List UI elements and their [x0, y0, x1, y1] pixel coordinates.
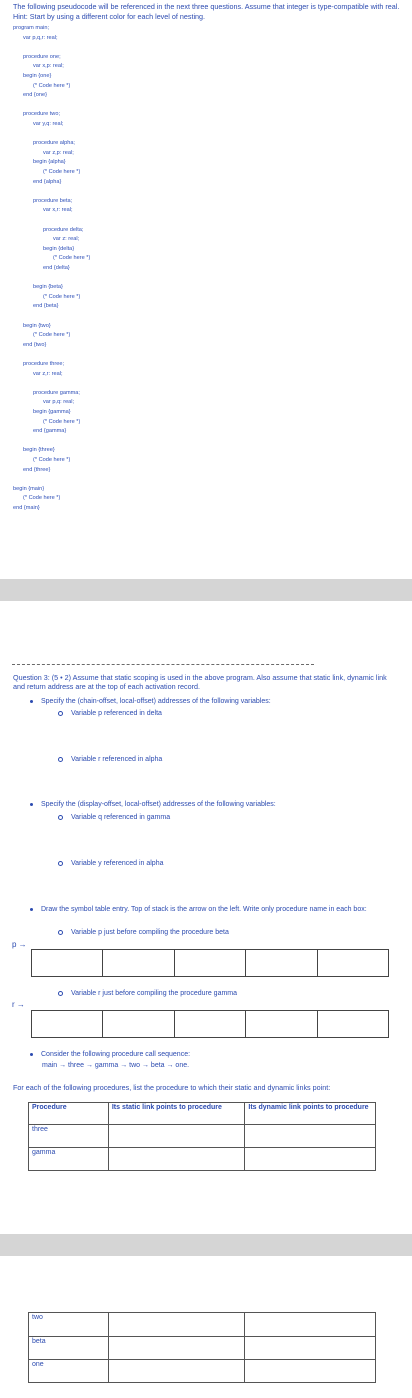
code-line: (* Code here *) [33, 332, 71, 339]
dynamic-link-cell[interactable] [245, 1360, 376, 1383]
code-line: var p,q: real; [43, 399, 75, 406]
code-line: end {delta} [43, 265, 70, 271]
sub-bullet: Variable p just before compiling the procedure beta [58, 928, 229, 937]
bullet-chain-offset: Specify the (chain-offset, local-offset) addresses of the following variables: [30, 697, 390, 706]
code-line: begin {gamma} [33, 409, 71, 415]
code-line: end {beta} [33, 303, 59, 310]
symbol-table-cell[interactable] [103, 950, 174, 976]
code-line: procedure gamma; [33, 389, 80, 396]
static-link-cell[interactable] [108, 1313, 245, 1337]
bullet-icon [30, 1053, 33, 1056]
links-intro: For each of the following procedures, list the procedure to which their static and dynamic links point: [13, 1083, 331, 1092]
table-row [29, 1125, 376, 1148]
symbol-table-row-p [31, 949, 389, 977]
code-line: (* Code here *) [33, 82, 71, 89]
code-line: (* Code here *) [23, 495, 61, 502]
static-link-cell[interactable] [108, 1125, 245, 1148]
table-row [29, 1148, 376, 1171]
symbol-table-cell[interactable] [318, 950, 388, 976]
bullet-icon [30, 803, 33, 806]
table-row [29, 1313, 376, 1337]
circle-bullet-icon [58, 711, 63, 716]
code-line: end {three} [23, 466, 51, 473]
code-line: (* Code here *) [43, 293, 81, 300]
dynamic-link-cell[interactable] [245, 1337, 376, 1360]
symbol-table-row-r [31, 1010, 389, 1038]
table-row [29, 1337, 376, 1360]
code-line: end {main} [13, 505, 40, 511]
code-line: var p,q,r: real; [23, 34, 58, 41]
code-line: begin {one} [23, 73, 52, 79]
procedure-name: beta [29, 1337, 109, 1360]
symbol-table-cell[interactable] [175, 950, 246, 976]
code-line: var z,p: real; [43, 149, 74, 156]
code-line: begin {three} [23, 447, 55, 454]
code-line: begin {beta} [33, 284, 63, 291]
code-line: var y,q: real; [33, 121, 64, 127]
question-label: Question 3: [13, 673, 50, 682]
dynamic-link-cell[interactable] [245, 1313, 376, 1337]
links-table-page1 [28, 1102, 376, 1171]
code-line: begin {alpha} [33, 159, 66, 166]
code-line: begin {two} [23, 322, 51, 329]
intro-paragraph: The following pseudocode will be referenced in the next three questions. Assume that integer is type-compatible with real. Hint: Start by using a different color for each level of nesting. [13, 2, 400, 21]
dynamic-link-cell[interactable] [245, 1148, 376, 1171]
symbol-table-cell[interactable] [32, 950, 103, 976]
code-line: var x,p: real; [33, 63, 64, 70]
circle-bullet-icon [58, 815, 63, 820]
page-break [0, 1234, 412, 1256]
procedure-name: three [29, 1125, 109, 1148]
sub-bullet: Variable q referenced in gamma [58, 813, 170, 822]
dashed-separator [12, 664, 314, 665]
code-line: end {two} [23, 341, 47, 348]
code-line: program main; [13, 25, 50, 31]
code-line: var z: real; [53, 236, 80, 243]
code-line: begin {main} [13, 485, 45, 492]
code-line: procedure two; [23, 111, 61, 118]
header-procedure: Procedure [29, 1103, 109, 1125]
dynamic-link-cell[interactable] [245, 1125, 376, 1148]
links-table-page2 [28, 1312, 376, 1383]
table-row [29, 1360, 376, 1383]
code-line: var z,r: real; [33, 370, 63, 377]
procedure-name: two [29, 1313, 109, 1337]
code-line: (* Code here *) [43, 418, 81, 425]
code-line: (* Code here *) [33, 457, 71, 463]
bullet-icon [30, 908, 33, 911]
code-line: end {one} [23, 92, 47, 99]
symbol-table-cell[interactable] [246, 950, 317, 976]
code-line: procedure alpha; [33, 140, 75, 147]
code-line: (* Code here *) [53, 255, 91, 262]
sub-bullet: Variable r referenced in alpha [58, 755, 162, 764]
circle-bullet-icon [58, 991, 63, 996]
sub-bullet: Variable r just before compiling the procedure gamma [58, 989, 237, 998]
question-body: (5 • 2) Assume that static scoping is used in the above program. Also assume that static link, dynamic link and return address are at the top of each activation record. [13, 673, 387, 691]
code-line: begin {delta} [43, 245, 75, 252]
code-line: (* Code here *) [43, 169, 81, 175]
question-3-text [13, 673, 393, 691]
header-static-link: Its static link points to procedure [108, 1103, 245, 1125]
static-link-cell[interactable] [108, 1337, 245, 1360]
arrow-p-label: p → [12, 940, 27, 949]
sub-bullet: Variable y referenced in alpha [58, 859, 163, 868]
bullet-symbol-table: Draw the symbol table entry. Top of stack is the arrow on the left. Write only procedure name in each box: [30, 905, 386, 914]
bullet-display-offset: Specify the (display-offset, local-offset) addresses of the following variables: [30, 800, 390, 809]
procedure-name: one [29, 1360, 109, 1383]
bullet-icon [30, 700, 33, 703]
code-line: procedure one; [23, 53, 61, 60]
code-line: procedure beta; [33, 197, 73, 204]
code-line: procedure delta; [43, 226, 84, 233]
page-break [0, 579, 412, 601]
circle-bullet-icon [58, 861, 63, 866]
call-sequence: main → three → gamma → two → beta → one. [42, 1062, 190, 1069]
arrow-r-label: r → [12, 1000, 25, 1009]
symbol-table-cell[interactable] [175, 1011, 246, 1037]
circle-bullet-icon [58, 757, 63, 762]
sub-bullet: Variable p referenced in delta [58, 709, 162, 718]
symbol-table-cell[interactable] [246, 1011, 317, 1037]
code-line: end {alpha} [33, 178, 62, 185]
circle-bullet-icon [58, 930, 63, 935]
symbol-table-cell[interactable] [32, 1011, 103, 1037]
symbol-table-cell[interactable] [103, 1011, 174, 1037]
symbol-table-cell[interactable] [318, 1011, 388, 1037]
static-link-cell[interactable] [108, 1360, 245, 1383]
bullet-call-sequence: Consider the following procedure call sequence: [30, 1050, 190, 1059]
header-dynamic-link: Its dynamic link points to procedure [245, 1103, 376, 1125]
static-link-cell[interactable] [108, 1148, 245, 1171]
code-line: procedure three; [23, 361, 65, 367]
code-line: var x,r: real; [43, 207, 73, 214]
code-line: end {gamma} [33, 428, 67, 435]
procedure-name: gamma [29, 1148, 109, 1171]
